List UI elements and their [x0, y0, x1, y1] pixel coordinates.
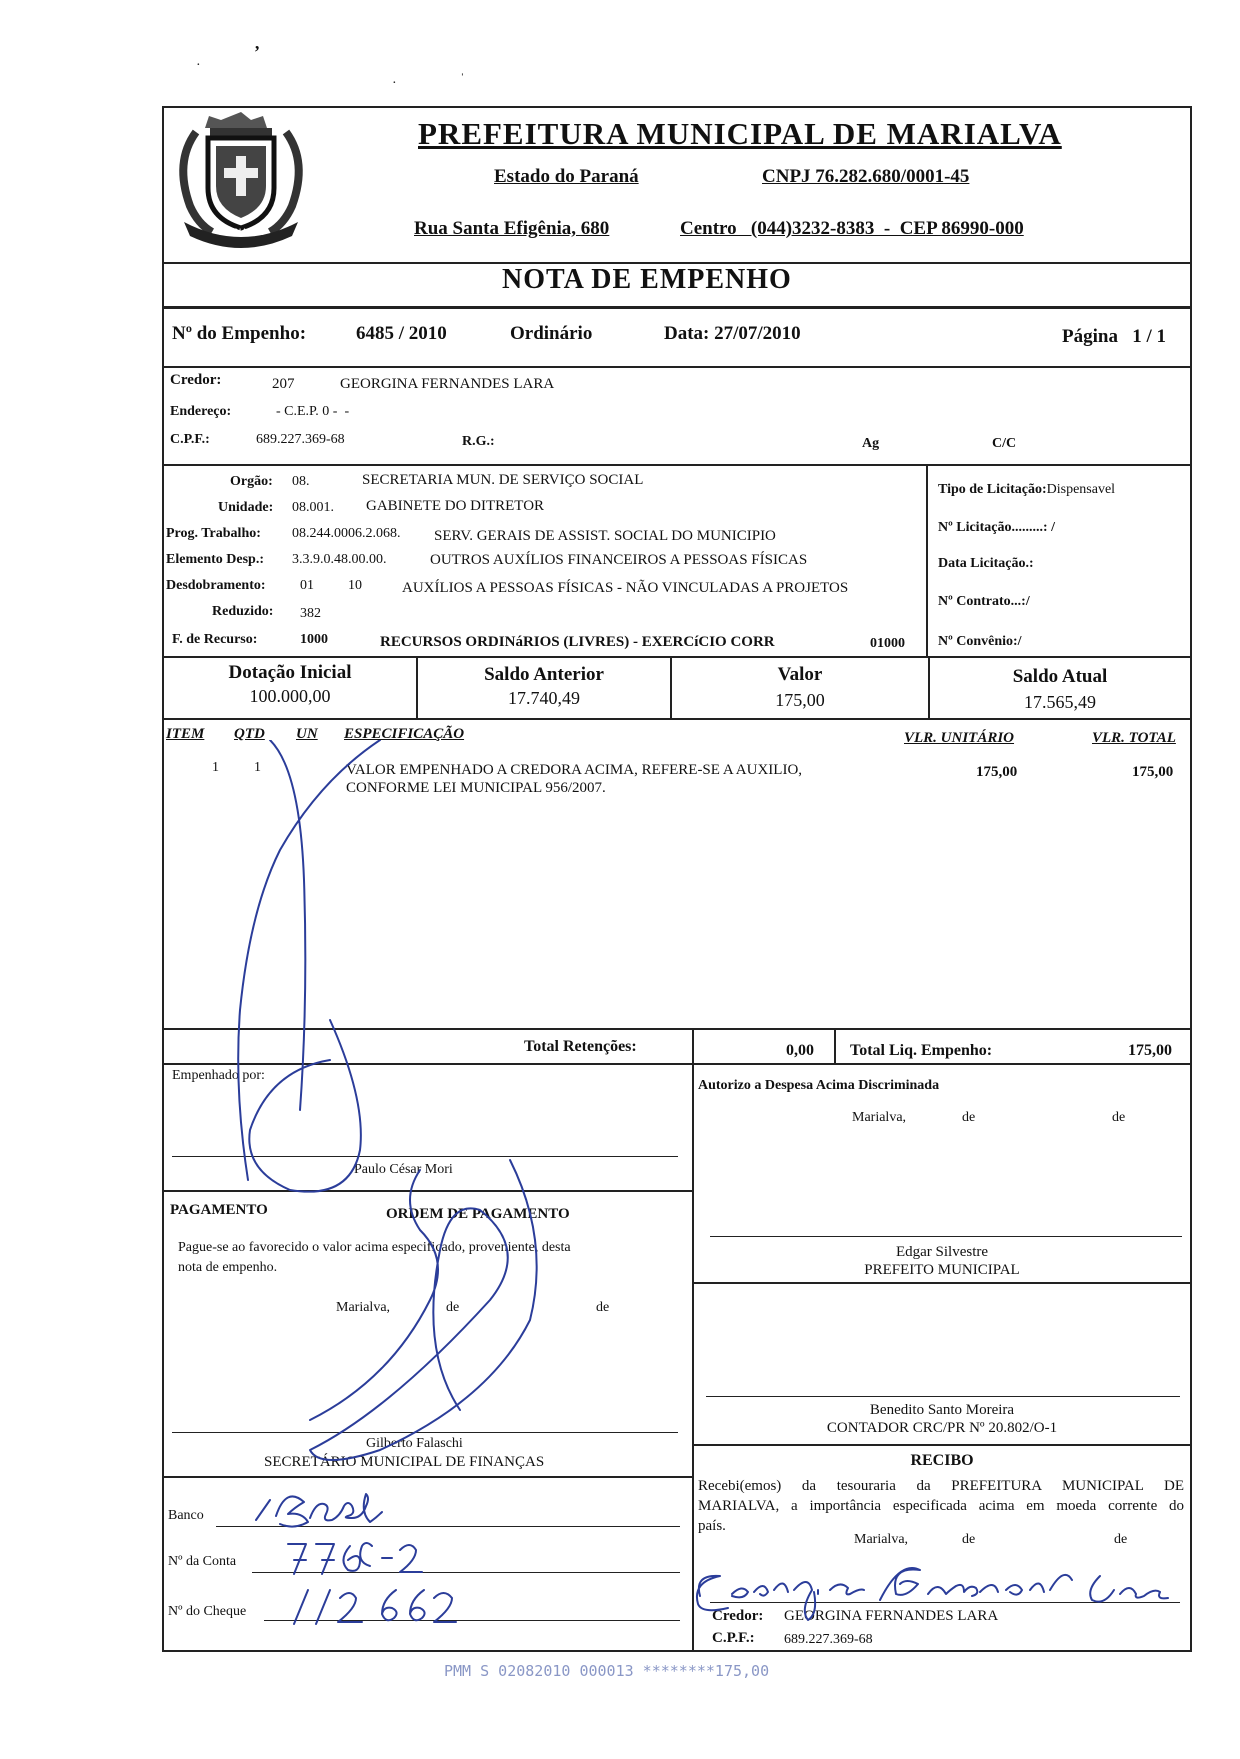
- item-description-line-1: VALOR EMPENHADO A CREDORA ACIMA, REFERE-SE A AUXILIO,: [346, 762, 803, 778]
- recibo-credor-name: GEORGINA FERNANDES LARA: [784, 1608, 999, 1624]
- recibo-credor-label: Credor:: [712, 1608, 764, 1624]
- credor-label: Credor:: [170, 372, 222, 388]
- pagamento-label: PAGAMENTO: [170, 1202, 268, 1218]
- recibo-cpf-value: 689.227.369-68: [784, 1632, 873, 1647]
- handwriting-banco: [250, 1486, 440, 1536]
- signature-line: [706, 1396, 1180, 1397]
- fonte-recurso-number: 01000: [870, 636, 905, 651]
- contador-name: Benedito Santo Moreira: [869, 1402, 1015, 1418]
- cpf-label: C.P.F.:: [170, 432, 210, 447]
- desdobramento-description: AUXÍLIOS A PESSOAS FÍSICAS - NÃO VINCULADAS A PROJETOS: [402, 580, 849, 596]
- tipo-licitacao: Tipo de Licitação:Dispensavel: [938, 482, 1116, 497]
- handwriting-cheque: [284, 1584, 464, 1630]
- col-un-header: UN: [296, 726, 318, 742]
- recibo-de-1: de: [962, 1532, 976, 1547]
- empenhado-por-label: Empenhado por:: [172, 1068, 265, 1083]
- fonte-recurso-label: F. de Recurso:: [172, 632, 258, 647]
- valor-label: Valor: [777, 664, 823, 685]
- header-contact: Centro (044)3232-8383 - CEP 86990-000: [680, 218, 1024, 239]
- col-valor-total-header: VLR. TOTAL: [1092, 730, 1176, 746]
- divider: [162, 464, 1192, 466]
- recibo-de-2: de: [1114, 1532, 1128, 1547]
- header-cnpj: CNPJ 76.282.680/0001-45: [762, 166, 970, 187]
- fonte-recurso-code: 1000: [300, 632, 328, 647]
- handwritten-signature-credor: [690, 1560, 1200, 1640]
- recibo-text-line-2: MARIALVA, a importância especificada acima em moeda corrente do: [698, 1498, 1184, 1514]
- banco-label: Banco: [168, 1508, 204, 1523]
- total-liquido-label: Total Liq. Empenho:: [850, 1042, 993, 1059]
- scan-mark: ʼ: [254, 42, 260, 62]
- prog-trabalho-description: SERV. GERAIS DE ASSIST. SOCIAL DO MUNICIPIO: [434, 528, 776, 544]
- item-description-line-2: CONFORME LEI MUNICIPAL 956/2007.: [346, 780, 606, 796]
- cashier-stamp: PMM S 02082010 000013 ********175,00: [444, 1662, 770, 1680]
- secretario-name: Gilberto Falaschi: [366, 1436, 463, 1451]
- prefeito-title: PREFEITO MUNICIPAL: [864, 1262, 1020, 1278]
- recibo-local: Marialva,: [854, 1532, 909, 1547]
- signature-line: [710, 1236, 1182, 1237]
- document-title: NOTA DE EMPENHO: [502, 264, 792, 295]
- empenho-type: Ordinário: [510, 323, 593, 344]
- divider: [834, 1028, 836, 1064]
- autorizo-de-1: de: [962, 1110, 976, 1125]
- empenho-number: 6485 / 2010: [356, 323, 447, 344]
- pagamento-de-1: de: [446, 1300, 460, 1315]
- total-liquido-value: 175,00: [1128, 1042, 1172, 1059]
- item-quantity: 1: [254, 760, 261, 775]
- unidade-description: GABINETE DO DITRETOR: [366, 498, 545, 514]
- elemento-code: 3.3.9.0.48.00.00.: [292, 552, 387, 567]
- conta-label: Nº da Conta: [168, 1554, 237, 1569]
- ordem-pagamento-label: ORDEM DE PAGAMENTO: [386, 1206, 570, 1222]
- endereco-label: Endereço:: [170, 404, 232, 419]
- handwritten-rubric-pagamento: [260, 1150, 600, 1470]
- numero-contrato: Nº Contrato...:/: [938, 594, 1030, 609]
- divider: [162, 306, 1192, 309]
- endereco-value: - C.E.P. 0 - -: [276, 404, 350, 419]
- fonte-recurso-description: RECURSOS ORDINáRIOS (LIVRES) - EXERCíCIO CORR: [380, 634, 775, 650]
- divider: [692, 1444, 1192, 1446]
- credor-code: 207: [272, 376, 295, 392]
- elemento-label: Elemento Desp.:: [166, 552, 264, 567]
- svg-text:MARIALVA: MARIALVA: [218, 228, 264, 238]
- col-item-header: ITEM: [166, 726, 205, 742]
- prog-trabalho-label: Prog. Trabalho:: [166, 526, 261, 541]
- elemento-description: OUTROS AUXÍLIOS FINANCEIROS A PESSOAS FÍSICAS: [430, 552, 808, 568]
- cpf-value: 689.227.369-68: [256, 432, 345, 447]
- desdobramento-code-2: 10: [348, 578, 362, 593]
- empenho-date: Data: 27/07/2010: [664, 323, 801, 344]
- orgao-description: SECRETARIA MUN. DE SERVIÇO SOCIAL: [362, 472, 644, 488]
- data-licitacao: Data Licitação.:: [938, 556, 1034, 571]
- header-address: Rua Santa Efigênia, 680: [414, 218, 610, 239]
- divider: [692, 1028, 694, 1064]
- header-title: PREFEITURA MUNICIPAL DE MARIALVA: [418, 116, 1062, 151]
- contador-title: CONTADOR CRC/PR Nº 20.802/O-1: [826, 1420, 1058, 1436]
- account-label: C/C: [992, 436, 1017, 451]
- pague-se-line-1: Pague-se ao favorecido o valor acima especificado, proveniente, desta: [178, 1240, 571, 1255]
- scan-mark: ˈ: [460, 72, 465, 87]
- item-number: 1: [212, 760, 219, 775]
- divider: [162, 366, 1192, 368]
- reduzido-label: Reduzido:: [212, 604, 274, 619]
- pagamento-de-2: de: [596, 1300, 610, 1315]
- desdobramento-label: Desdobramento:: [166, 578, 266, 593]
- empenhado-por-name: Paulo César Mori: [354, 1162, 453, 1177]
- desdobramento-code-1: 01: [300, 578, 314, 593]
- divider: [162, 1476, 692, 1478]
- total-retencoes-label: Total Retenções:: [524, 1038, 637, 1055]
- header-state: Estado do Paraná: [494, 166, 639, 187]
- handwritten-rubric-empenhado: [180, 740, 400, 1200]
- pagamento-local: Marialva,: [336, 1300, 391, 1315]
- pague-se-line-2: nota de empenho.: [178, 1260, 278, 1275]
- total-retencoes-value: 0,00: [786, 1042, 814, 1059]
- col-qtd-header: QTD: [234, 726, 265, 742]
- divider: [926, 464, 928, 656]
- col-especificacao-header: ESPECIFICAÇÃO: [344, 726, 465, 742]
- secretario-title: SECRETÁRIO MUNICIPAL DE FINANÇAS: [264, 1454, 545, 1470]
- valor-value: 175,00: [775, 690, 825, 710]
- col-valor-unitario-header: VLR. UNITÁRIO: [904, 730, 1015, 746]
- recibo-text-line-1: Recebi(emos) da tesouraria da PREFEITURA MUNICIPAL DE: [698, 1478, 1184, 1494]
- page-number: Página 1 / 1: [1062, 326, 1166, 347]
- divider: [162, 718, 1192, 720]
- unidade-code: 08.001.: [292, 500, 334, 515]
- marialva-coat-of-arms-logo: [166, 104, 316, 254]
- saldo-anterior-value: 17.740,49: [508, 688, 580, 708]
- divider: [692, 1282, 1192, 1284]
- rg-label: R.G.:: [462, 434, 495, 449]
- empenho-number-label: Nº do Empenho:: [172, 323, 307, 344]
- saldo-anterior-label: Saldo Anterior: [484, 664, 604, 685]
- agency-label: Ag: [862, 436, 880, 451]
- reduzido-value: 382: [300, 606, 321, 621]
- item-unit-value: 175,00: [976, 764, 1018, 780]
- orgao-label: Orgão:: [230, 474, 273, 489]
- recibo-title: RECIBO: [910, 1452, 974, 1469]
- divider: [162, 656, 1192, 658]
- handwriting-conta: [282, 1532, 452, 1578]
- autorizo-despesa: Autorizo a Despesa Acima Discriminada: [698, 1078, 940, 1093]
- saldo-atual-label: Saldo Atual: [1012, 666, 1108, 687]
- cheque-label: Nº do Cheque: [168, 1604, 247, 1619]
- scan-mark: ·: [196, 58, 201, 73]
- recibo-cpf-label: C.P.F.:: [712, 1630, 755, 1646]
- prefeito-name: Edgar Silvestre: [895, 1244, 989, 1260]
- recibo-text-line-3: país.: [698, 1518, 726, 1534]
- scan-mark: ·: [392, 76, 397, 91]
- numero-licitacao: Nº Licitação.........: /: [938, 520, 1055, 535]
- autorizo-de-2: de: [1112, 1110, 1126, 1125]
- item-total-value: 175,00: [1132, 764, 1174, 780]
- unidade-label: Unidade:: [218, 500, 274, 515]
- orgao-code: 08.: [292, 474, 310, 489]
- prog-trabalho-code: 08.244.0006.2.068.: [292, 526, 401, 541]
- autorizo-local: Marialva,: [852, 1110, 907, 1125]
- numero-convenio: Nº Convênio:/: [938, 634, 1022, 649]
- dotacao-inicial-value: 100.000,00: [249, 686, 331, 706]
- dotacao-inicial-label: Dotação Inicial: [228, 662, 352, 683]
- credor-name: GEORGINA FERNANDES LARA: [340, 376, 555, 392]
- saldo-atual-value: 17.565,49: [1024, 692, 1096, 712]
